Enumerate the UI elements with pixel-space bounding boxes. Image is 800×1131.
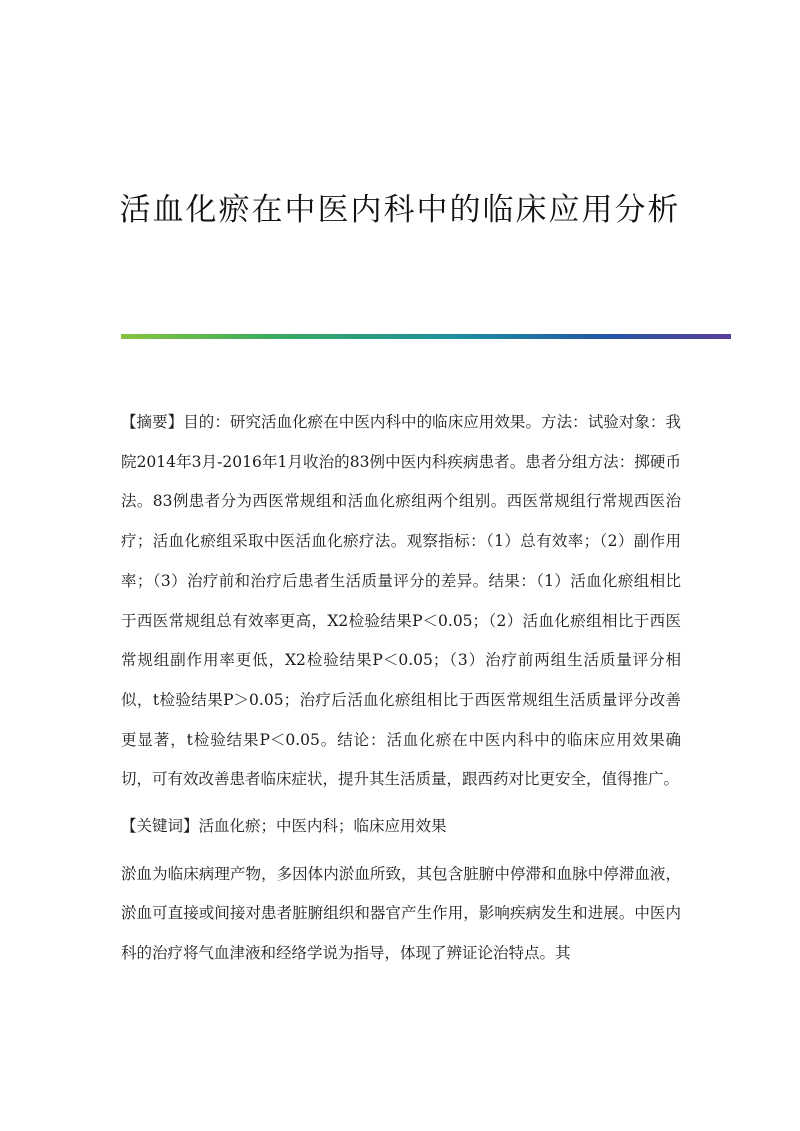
keywords-paragraph: 【关键词】活血化瘀；中医内科；临床应用效果 [121, 817, 447, 836]
title-divider [121, 334, 731, 339]
document-title: 活血化瘀在中医内科中的临床应用分析 [119, 192, 681, 228]
body-paragraph: 淤血为临床病理产物，多因体内淤血所致，其包含脏腑中停滞和血脉中停滞血液，淤血可直接或间接对患者脏腑组织和器官产生作用，影响疾病发生和进展。中医内科的治疗将气血津液和经络学说为指导，体现了辨证论治特点。其 [121, 864, 681, 963]
document-content [121, 403, 681, 981]
abstract-paragraph: 【摘要】目的：研究活血化瘀在中医内科中的临床应用效果。方法：试验对象：我院2014年3月-2016年1月收治的83例中医内科疾病患者。患者分组方法：掷硬币法。83例患者分为西医常规组和活血化瘀组两个组别。西医常规组行常规西医治疗；活血化瘀组采取中医活血化瘀疗法。观察指标：（1）总有效率；（2）副作用率；（3）治疗前和治疗后患者生活质量评分的差异。结果：（1）活血化瘀组相比于西医常规组总有效率更高，X2检验结果P＜0.05；（2）活血化瘀组相比于西医常规组副作用率更低，X2检验结果P＜0.05；（3）治疗前两组生活质量评分相似，t检验结果P＞0.05；治疗后活血化瘀组相比于西医常规组生活质量评分改善更显著，t检验结果P＜0.05。结论：活血化瘀在中医内科中的临床应用效果确切，可有效改善患者临床症状，提升其生活质量，跟西药对比更安全，值得推广。 [121, 413, 681, 789]
